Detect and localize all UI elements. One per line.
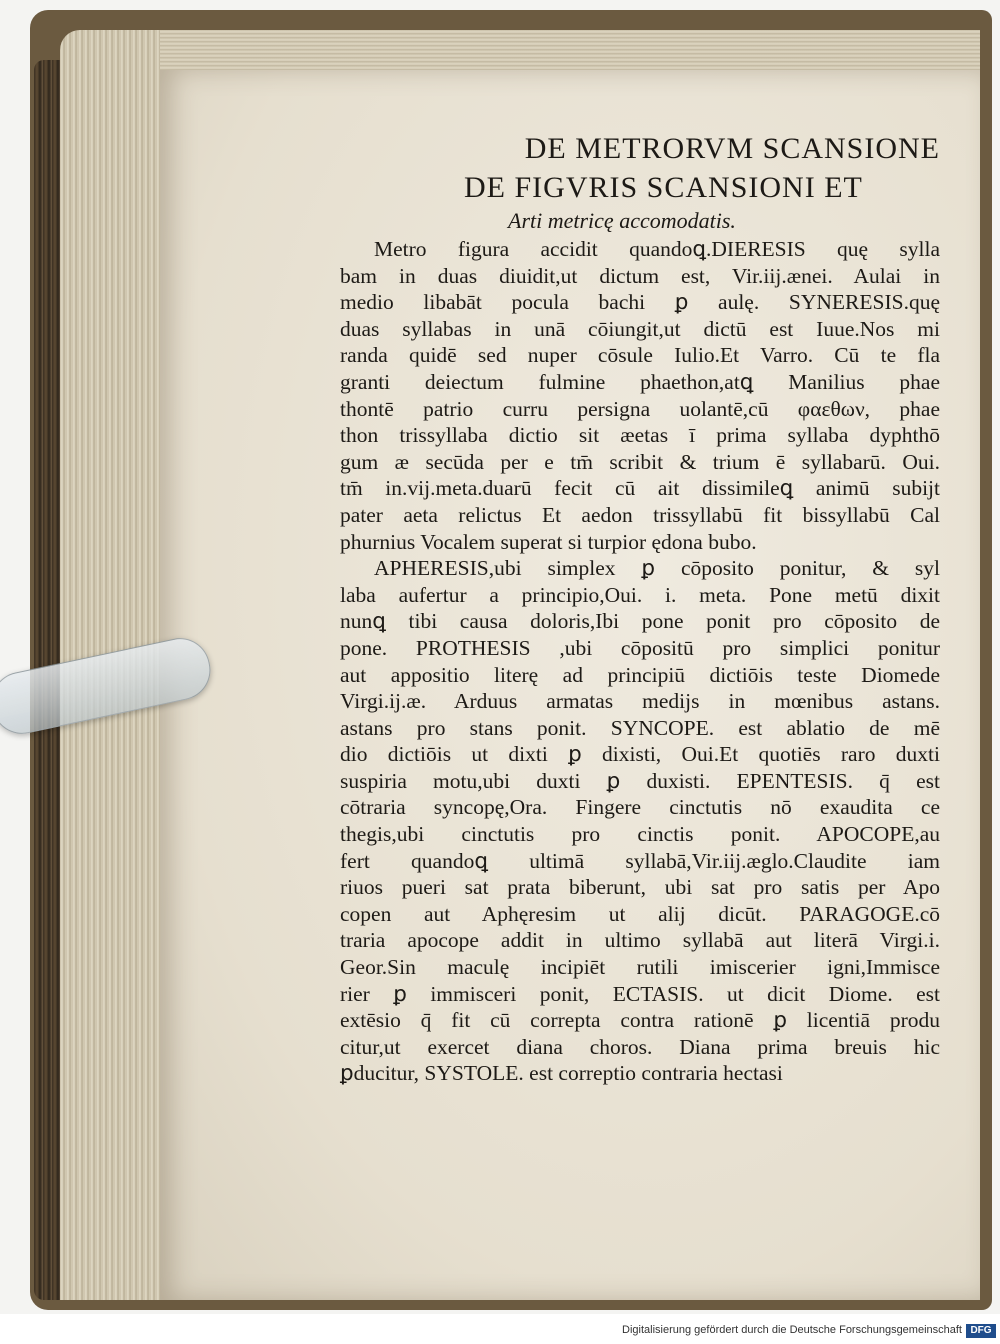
text-line: fert quandoꝗ ultimā syllabā,Vir.iij.æglo.Claudite iam xyxy=(340,848,940,873)
text-line: aut appositio literę ad principiū dictiōis teste Diomede xyxy=(340,662,940,687)
text-line: pone. PROTHESIS ,ubi cōpositū pro simplici ponitur xyxy=(340,635,940,660)
dfg-logo: DFG xyxy=(966,1324,996,1338)
funding-notice: Digitalisierung gefördert durch die Deutsche Forschungsgemeinschaft xyxy=(622,1324,962,1336)
text-line: thon trissyllaba dictio sit æetas ī prima syllaba dyphthō xyxy=(340,423,940,448)
text-line: Geor.Sin maculę incipiēt rutili imiscerier igni,Immisce xyxy=(340,955,940,980)
running-head: DE METRORVM SCANSIONE xyxy=(524,132,940,165)
text-line: randa quidē sed nuper cōsule Iulio.Et Varro. Cū te fla xyxy=(340,343,940,368)
section-heading: DE FIGVRIS SCANSIONI ET xyxy=(464,171,863,204)
text-line: citur,ut exercet diana choros. Diana prima breuis hic xyxy=(340,1034,940,1059)
text-line: APHERESIS,ubi simplex ꝑ cōposito ponitur, & syl xyxy=(374,556,940,581)
text-block xyxy=(340,128,940,1087)
text-line: tm̄ in.vij.meta.duarū fecit cū ait dissimileꝗ animū subijt xyxy=(340,476,940,501)
text-line: cōtraria syncopę,Ora. Fingere cinctutis nō exaudita ce xyxy=(340,795,940,820)
text-line: phurnius Vocalem superat si turpior ędona bubo. xyxy=(340,529,757,554)
text-line: nunꝗ tibi causa doloris,Ibi pone ponit pro cōposito de xyxy=(340,609,940,634)
text-line: duas syllabas in unā cōiungit,ut dictū est Iuue.Nos mi xyxy=(340,316,940,341)
footer-bar xyxy=(0,1314,1000,1344)
text-line: laba aufertur a principio,Oui. i. meta. Pone metū dixit xyxy=(340,582,940,607)
text-line: bam in duas diuidit,ut dictum est, Vir.iij.ænei. Aulai in xyxy=(340,263,940,288)
text-line: Metro figura accidit quandoꝗ.DIERESIS quę sylla xyxy=(374,237,940,261)
text-line: pater aeta relictus Et aedon trissyllabū fit bissyllabū Cal xyxy=(340,502,940,527)
text-line: copen aut Aphęresim ut alij dicūt. PARAGOGE.cō xyxy=(340,901,940,926)
text-line: extēsio q̄ fit cū correpta contra rationē ꝑ licentiā produ xyxy=(340,1008,940,1033)
text-line: gum æ secūda per e tm̄ scribit & trium ē syllabarū. Oui. xyxy=(340,449,940,474)
text-line: Virgi.ij.æ. Arduus armatas medijs in mœnibus astans. xyxy=(340,689,940,714)
text-line: astans pro stans ponit. SYNCOPE. est ablatio de mē xyxy=(340,715,940,740)
text-line: suspiria motu,ubi duxti ꝑ duxisti. EPENTESIS. q̄ est xyxy=(340,768,940,793)
top-page-edges xyxy=(160,30,980,74)
text-line: ꝑducitur, SYSTOLE. est correptio contraria hectasi xyxy=(340,1061,783,1086)
text-line: dio dictiōis ut dixti ꝑ dixisti, Oui.Et quotiēs raro duxti xyxy=(340,742,940,767)
text-line: thontē patrio curru persigna uolantē,cū φαεθων, phae xyxy=(340,396,940,421)
text-line: medio libabāt pocula bachi ꝑ aulę. SYNERESIS.quę xyxy=(340,290,940,315)
body-text xyxy=(340,236,940,1087)
text-line: granti deiectum fulmine phaethon,atꝗ Manilius phae xyxy=(340,369,940,394)
text-line: traria apocope addit in ultimo syllabā aut literā Virgi.i. xyxy=(340,928,940,953)
text-line: riuos pueri sat prata biberunt, ubi sat pro satis per Apo xyxy=(340,875,940,900)
text-line: thegis,ubi cinctutis pro cinctis ponit. APOCOPE,au xyxy=(340,822,940,847)
section-subheading: Arti metricę accomodatis. xyxy=(508,208,736,233)
text-line: rier ꝑ immisceri ponit, ECTASIS. ut dicit Diome. est xyxy=(340,981,940,1006)
